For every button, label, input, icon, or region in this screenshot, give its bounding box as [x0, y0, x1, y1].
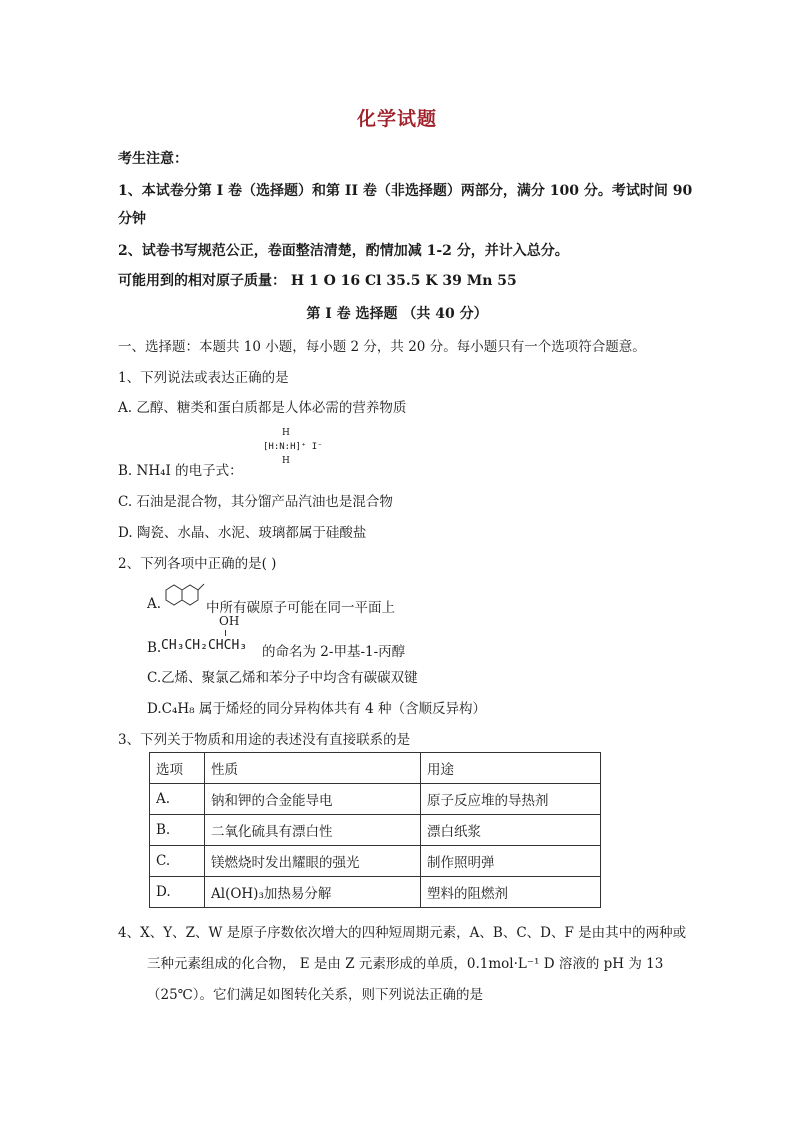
q2-bond-line — [225, 630, 226, 636]
q1-option-b: B. NH₄I 的电子式： — [118, 463, 243, 479]
table-cell: D. — [150, 877, 205, 908]
table-cell: B. — [150, 815, 205, 846]
q2-option-a-text: 中所有碳原子可能在同一平面上 — [206, 600, 395, 616]
q3-table — [149, 752, 601, 908]
table-cell: 原子反应堆的导热剂 — [421, 784, 601, 815]
notice-heading: 考生注意： — [118, 151, 188, 167]
table-row — [150, 846, 601, 877]
q2-option-d: D.C₄H₈ 属于烯烃的同分异构体共有 4 种（含顺反异构） — [147, 701, 487, 717]
notice-item-1: 1、本试卷分第 I 卷（选择题）和第 II 卷（非选择题）两部分，满分 100 分。考试时间 90 — [118, 183, 693, 199]
table-cell: 漂白纸浆 — [421, 815, 601, 846]
q2-option-b-prefix: B. — [147, 640, 162, 656]
q1-stem: 1、下列说法或表达正确的是 — [118, 370, 289, 386]
q2-option-b-text: 的命名为 2-甲基-1-丙醇 — [262, 644, 406, 660]
q2-option-b-formula: CH₃CH₂CHCH₃ — [161, 638, 248, 653]
q3-stem: 3、下列关于物质和用途的表述没有直接联系的是 — [118, 732, 411, 748]
table-cell: A. — [150, 784, 205, 815]
q2-stem: 2、下列各项中正确的是( ) — [118, 556, 277, 572]
q2-option-a-prefix: A. — [147, 596, 162, 612]
table-header-cell: 性质 — [205, 753, 421, 784]
q1-option-a: A. 乙醇、糖类和蛋白质都是人体必需的营养物质 — [118, 400, 407, 416]
table-cell: 钠和钾的合金能导电 — [205, 784, 421, 815]
atomic-masses: 可能用到的相对原子质量： H 1 O 16 Cl 35.5 K 39 Mn 55 — [118, 273, 517, 289]
table-cell: C. — [150, 846, 205, 877]
q4-line-3: （25℃）。它们满足如图转化关系，则下列说法正确的是 — [147, 987, 484, 1003]
q4-line-2: 三种元素组成的化合物， E 是由 Z 元素形成的单质，0.1mol·L⁻¹ D 溶液的 pH 为 13 — [147, 956, 664, 972]
section1-intro: 一、选择题：本题共 10 小题，每小题 2 分，共 20 分。每小题只有一个选项符合题意。 — [118, 339, 646, 355]
q1-formula-top: H — [282, 428, 290, 438]
notice-item-2: 2、试卷书写规范公正，卷面整洁清楚，酌情加减 1-2 分，并计入总分。 — [118, 243, 569, 259]
q1-option-c: C. 石油是混合物，其分馏产品汽油也是混合物 — [118, 494, 393, 510]
notice-item-1-cont: 分钟 — [118, 211, 146, 227]
table-row — [150, 877, 601, 908]
q2-option-b-oh: OH — [219, 614, 240, 628]
q1-option-d: D. 陶瓷、水晶、水泥、玻璃都属于硅酸盐 — [118, 525, 367, 541]
table-cell: 塑料的阻燃剂 — [421, 877, 601, 908]
table-header-cell: 用途 — [421, 753, 601, 784]
table-cell: 二氧化硫具有漂白性 — [205, 815, 421, 846]
part1-title: 第 I 卷 选择题 （共 40 分） — [306, 306, 488, 322]
table-cell: 制作照明弹 — [421, 846, 601, 877]
q4-line-1: 4、X、Y、Z、W 是原子序数依次增大的四种短周期元素，A、B、C、D、F 是由其中的两种或 — [118, 925, 687, 941]
table-header-cell: 选项 — [150, 753, 205, 784]
table-row — [150, 815, 601, 846]
table-cell: Al(OH)₃加热易分解 — [205, 877, 421, 908]
table-header-row — [150, 753, 601, 784]
naphthalene-structure-icon — [160, 580, 206, 612]
table-row — [150, 784, 601, 815]
q1-electron-formula: [H:N:H]⁺ I⁻ — [263, 442, 323, 452]
q2-option-c: C.乙烯、聚氯乙烯和苯分子中均含有碳碳双键 — [147, 670, 418, 686]
page-title: 化学试题 — [356, 108, 437, 130]
table-cell: 镁燃烧时发出耀眼的强光 — [205, 846, 421, 877]
q1-formula-bot: H — [282, 456, 290, 466]
